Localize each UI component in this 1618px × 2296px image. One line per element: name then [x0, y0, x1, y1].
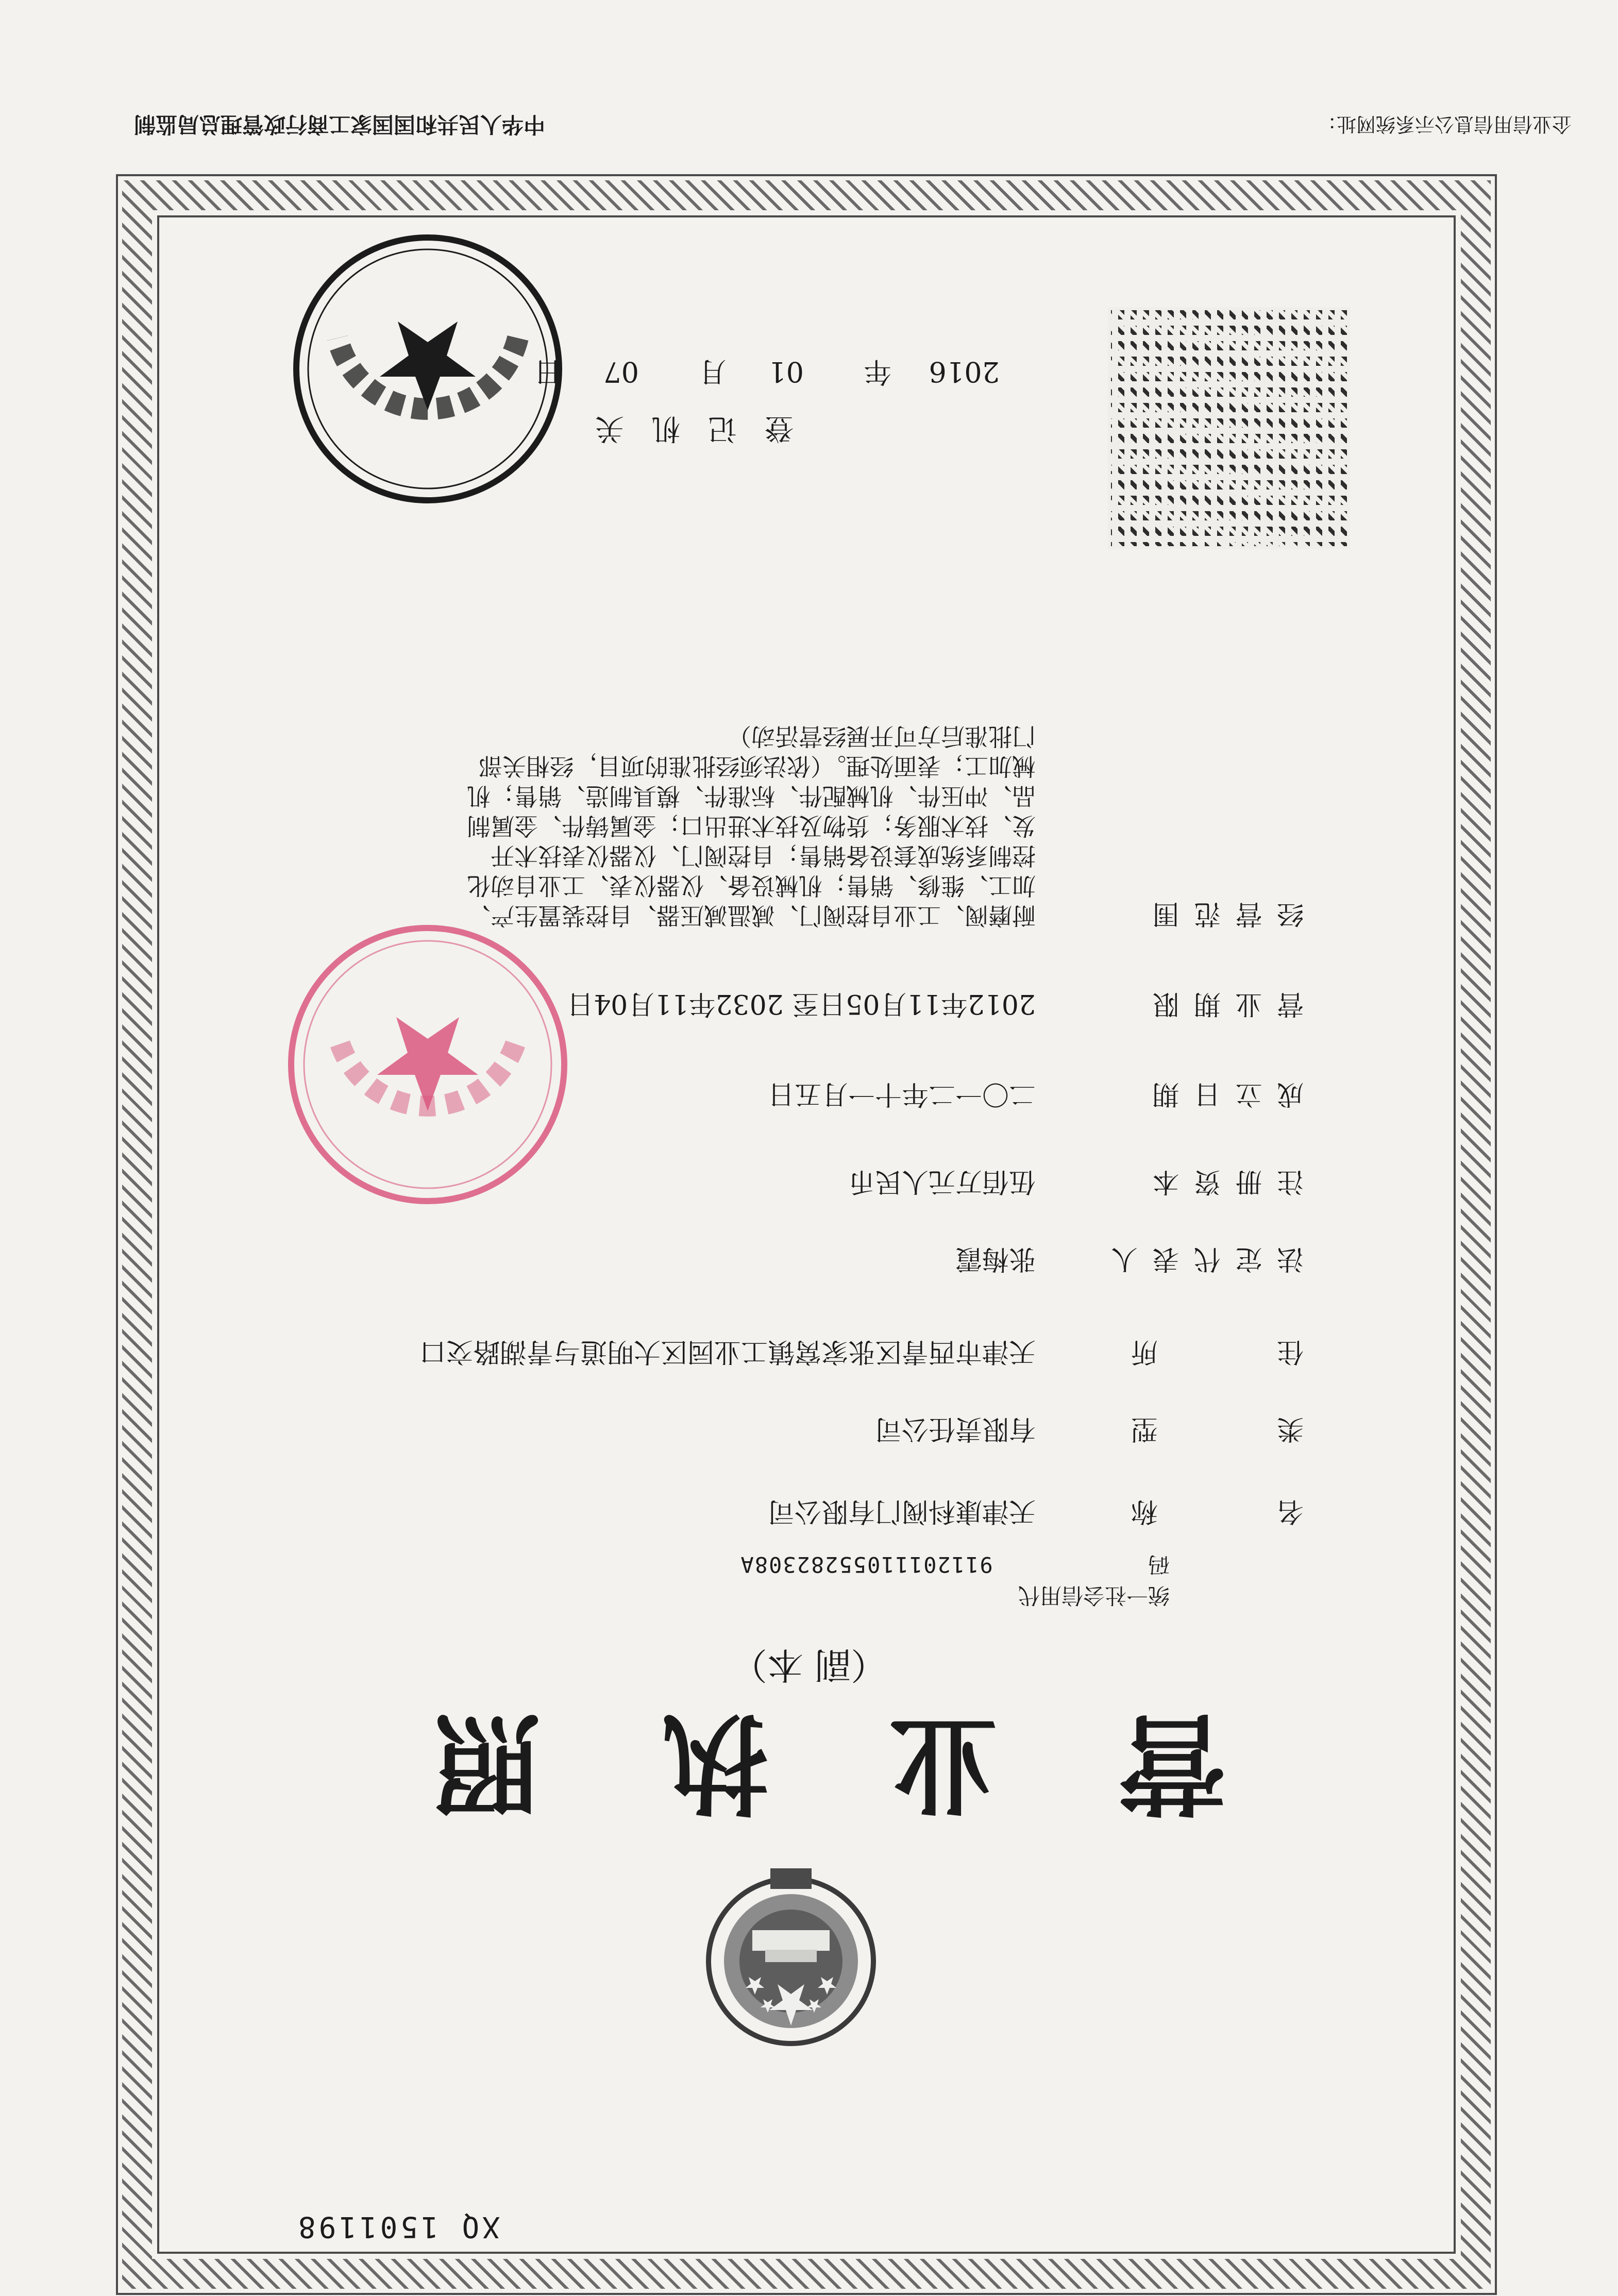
issue-month-unit: 月	[699, 356, 727, 388]
field-value: 张梅霞	[955, 1243, 1036, 1274]
field-label: 名 称	[1127, 1496, 1304, 1527]
document-subtitle: （副 本）	[731, 1644, 887, 1686]
field-value: 二〇一二年十一月五日	[767, 1078, 1036, 1109]
field-row-type	[325, 1410, 1304, 1446]
field-value: 有限责任公司	[874, 1413, 1036, 1444]
field-value: 天津市西青区张家窝镇工业园区大明道与青湖路交口	[419, 1336, 1036, 1367]
footer-website-note: 企业信用信息公示系统网址：	[1317, 113, 1572, 136]
field-label: 住 所	[1127, 1336, 1304, 1367]
field-label: 注 册 资 本	[1149, 1166, 1304, 1197]
field-label: 营 业 期 限	[1149, 988, 1304, 1019]
field-row-scope	[325, 642, 1304, 931]
field-label: 类 型	[1127, 1413, 1304, 1444]
serial-number: XQ 1501198	[295, 2210, 500, 2243]
company-seal-icon	[283, 920, 572, 1209]
issue-day: 07	[603, 356, 639, 388]
field-value: 天津康科阀门有限公司	[767, 1496, 1036, 1527]
field-value: 伍佰万元人民币	[848, 1166, 1036, 1197]
field-row-address	[325, 1296, 1304, 1369]
field-row-legal-rep	[325, 1240, 1304, 1276]
issue-year-unit: 年	[864, 356, 891, 388]
registration-authority-label: 登 记 机 关	[585, 412, 794, 445]
document-title: 营 业 执 照	[392, 1699, 1226, 1827]
credit-code-label: 统一社会信用代码	[1018, 1552, 1170, 1608]
credit-code-row	[294, 1552, 1170, 1611]
field-value: 耐磨阀、工业自控阀门、减温减压器、自控装置生产、加工、维修、销售；机械设备、仪器仪表、工业自动化控制系统成套设备销售；自控阀门、仪器仪表技术开发、技术服务；货物及技术进出口；金属铸件、金属制品、冲压件、机械配件、标准件、模具制造、销售；机械加工；表面处理。（依法须经批准的项目，经相关部门批准后方可开展经营活动）	[467, 722, 1036, 930]
credit-code-value: 91120111055282308A	[739, 1552, 993, 1577]
issue-month: 01	[768, 356, 804, 388]
field-row-name	[325, 1492, 1304, 1528]
national-emblem-icon	[703, 1863, 879, 2054]
issue-date	[459, 353, 1000, 390]
issue-day-unit: 日	[534, 356, 562, 388]
issue-year: 2016	[929, 356, 1000, 388]
field-label: 成 立 日 期	[1149, 1078, 1304, 1109]
footer-issuer: 中华人民共和国国家工商行政管理总局监制	[134, 112, 546, 137]
field-value: 2012年11月05日至 2032年11月04日	[567, 988, 1036, 1019]
field-label: 法 定 代 表 人	[1107, 1243, 1304, 1274]
field-label: 经 营 范 围	[1149, 898, 1304, 929]
qr-code	[1108, 307, 1350, 549]
